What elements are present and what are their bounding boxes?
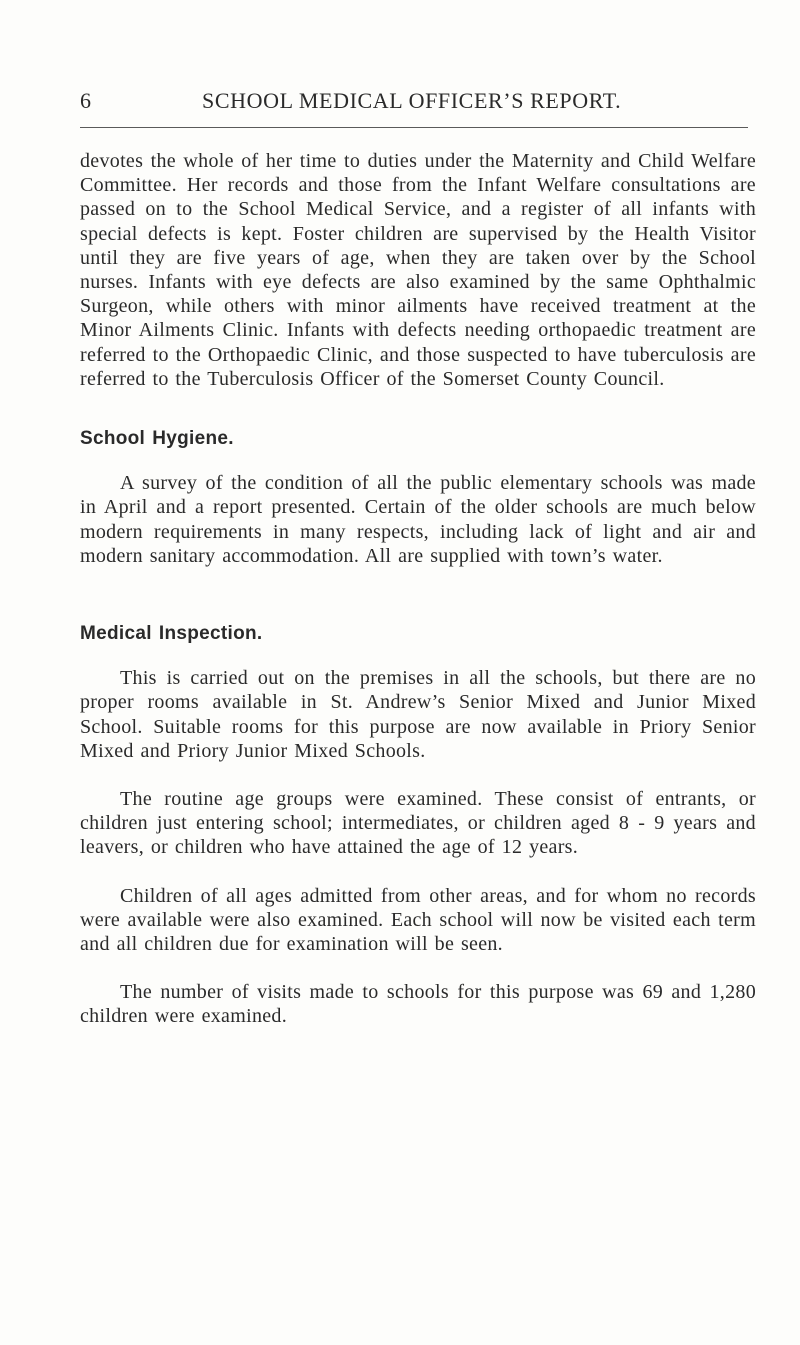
running-header xyxy=(80,88,760,120)
medical-inspection-heading: Medical Inspection. xyxy=(80,623,263,645)
body-text xyxy=(80,149,756,1029)
report-title: SCHOOL MEDICAL OFFICER’S REPORT. xyxy=(202,88,622,113)
medical-inspection-paragraph-4: The number of visits made to schools for this purpose was 69 and 1,280 children were examined. xyxy=(80,981,756,1028)
page-number: 6 xyxy=(80,88,92,113)
school-hygiene-paragraph: A survey of the condition of all the public elementary schools was made in April and a report presented. Certain of the older schools are much below modern requirements in many respects, including lack of light and air and modern sanitary accommodation. All are supplied with town’s water. xyxy=(80,472,756,567)
school-hygiene-heading: School Hygiene. xyxy=(80,428,234,450)
medical-inspection-paragraph-3: Children of all ages admitted from other areas, and for whom no records were available were also examined. Each school will now be visited each term and all children due for examination will be seen. xyxy=(80,884,756,956)
medical-inspection-paragraph-2: The routine age groups were examined. These consist of entrants, or children just entering school; intermediates, or children aged 8 - 9 years and leavers, or children who have attained the age of 12 years. xyxy=(80,788,756,859)
header-rule xyxy=(80,127,748,128)
medical-inspection-paragraph-1: This is carried out on the premises in all the schools, but there are no proper rooms available in St. Andrew’s Senior Mixed and Junior Mixed School. Suitable rooms for this purpose are now available in Priory Senior Mixed and Priory Junior Mixed Schools. xyxy=(80,667,756,762)
intro-paragraph: devotes the whole of her time to duties under the Maternity and Child Welfare Committee. Her records and those from the Infant Welfare consultations are passed on to the School Medical Service, and a register of all infants with special defects is kept. Foster children are supervised by the Health Visitor until they are five years of age, when they are taken over by the School nurses. Infants with eye defects are also examined by the same Ophthalmic Surgeon, while others with minor ailments have received treatment at the Minor Ailments Clinic. Infants with defects needing orthopaedic treatment are referred to the Orthopaedic Clinic, and those suspected to have tuberculosis are referred to the Tuberculosis Officer of the Somerset County Council. xyxy=(80,150,756,390)
